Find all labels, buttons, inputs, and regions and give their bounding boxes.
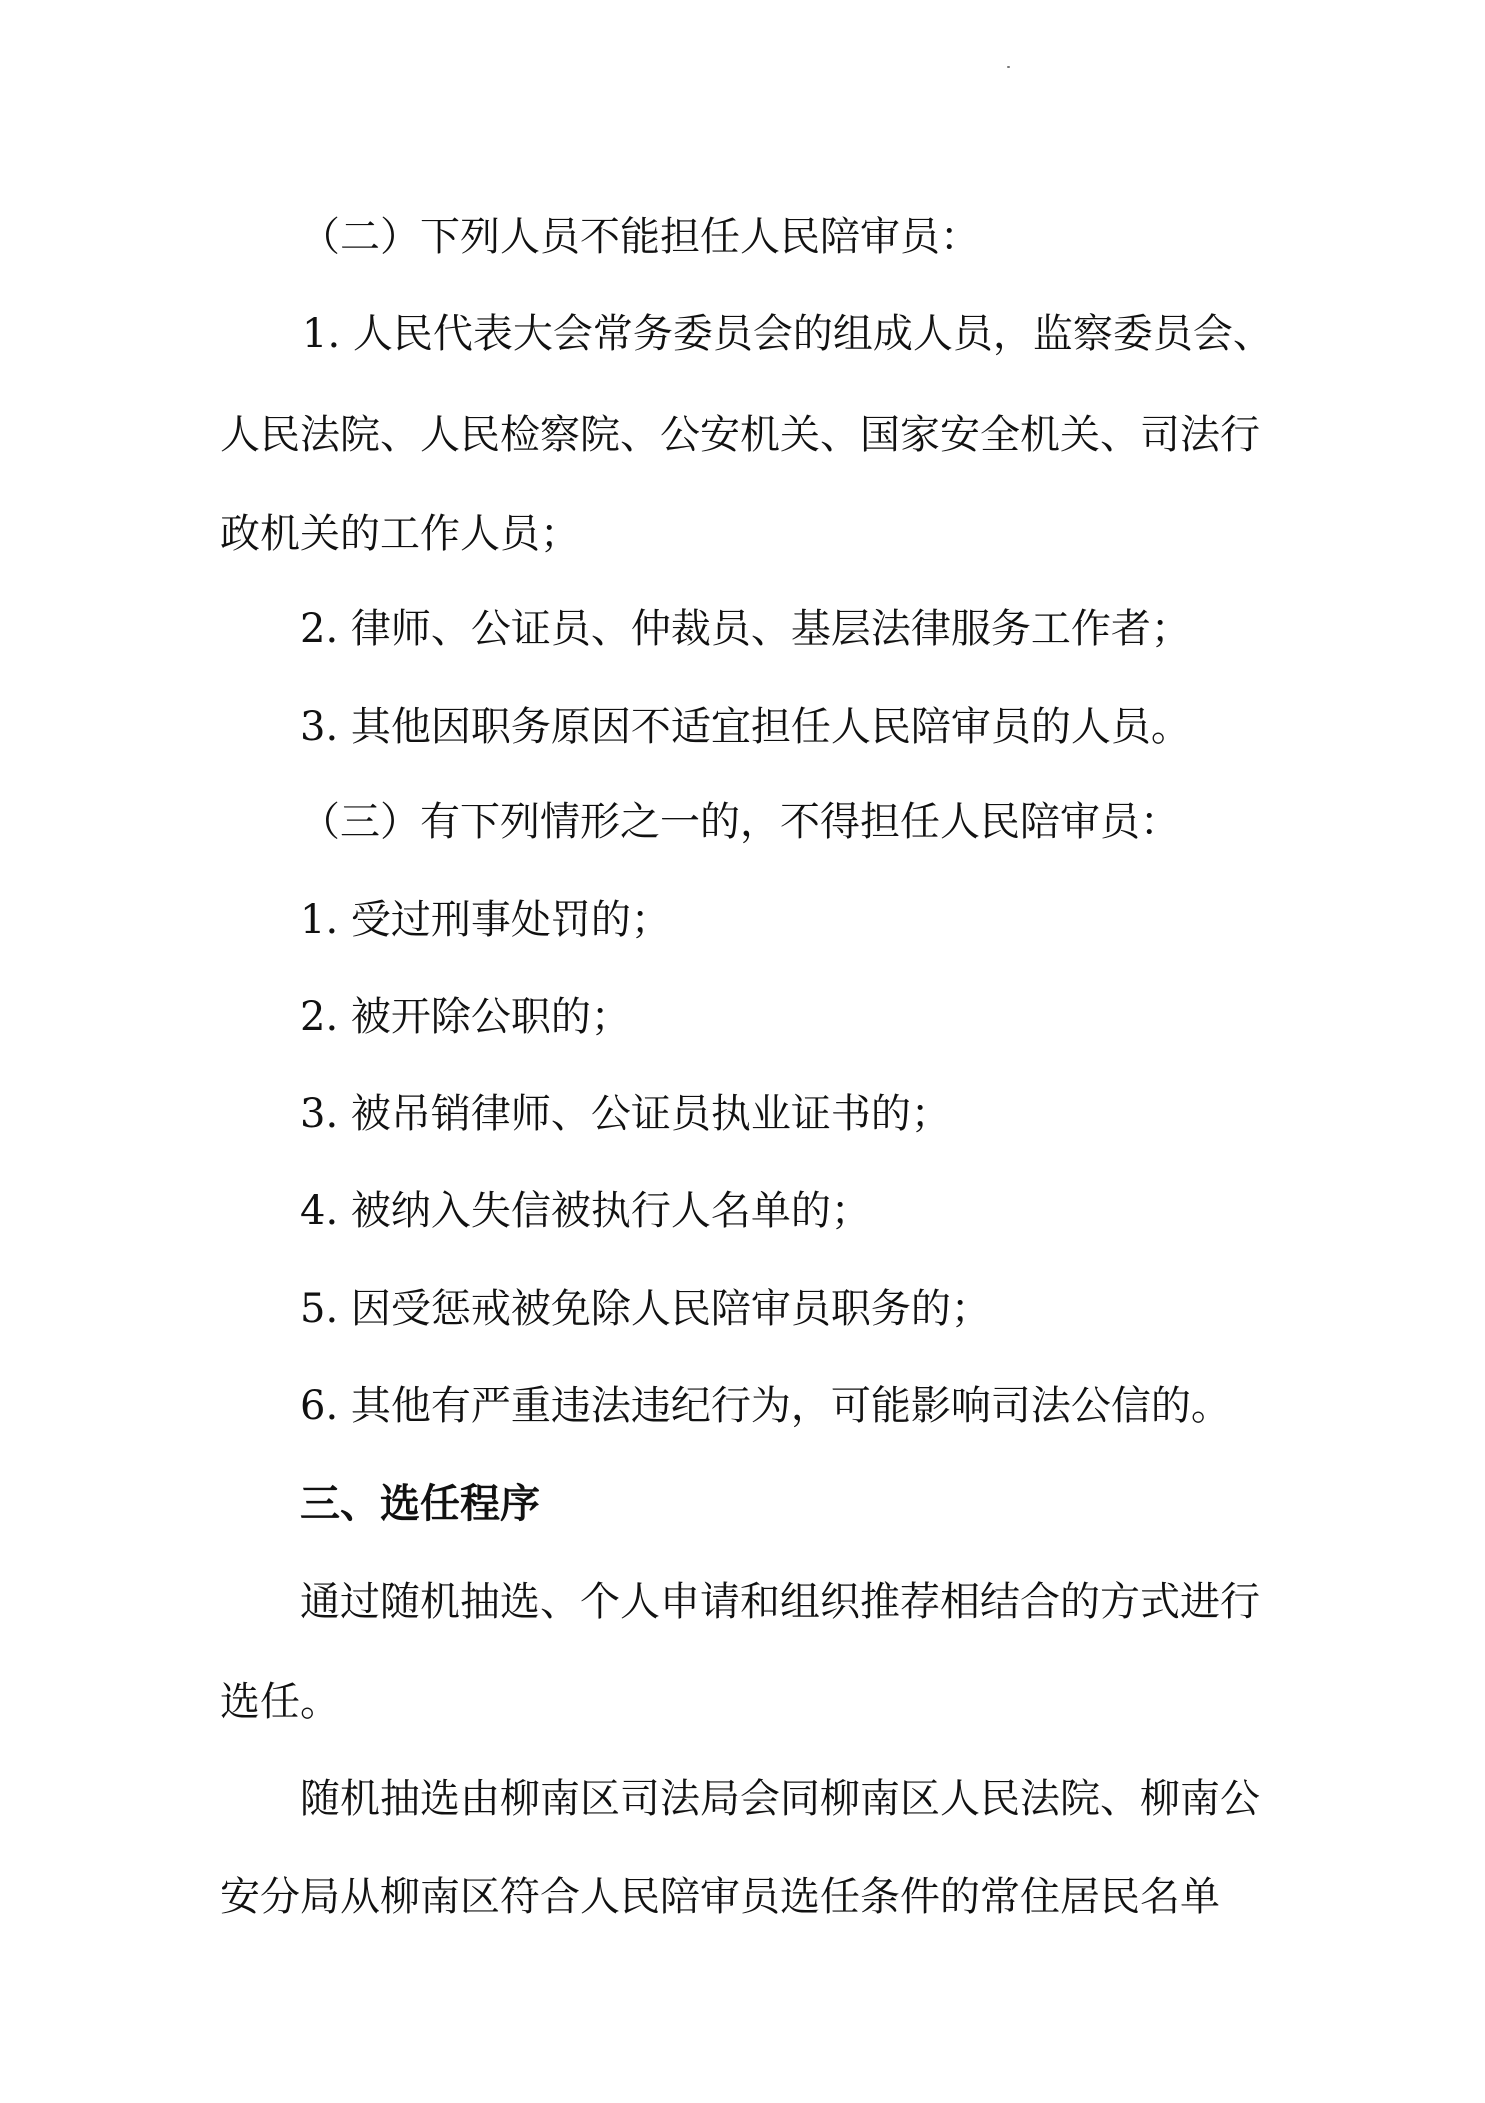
section-3-heading: 三、选任程序 xyxy=(300,1480,540,1527)
clause-3-heading: （三）有下列情形之一的，不得担任人民陪审员： xyxy=(300,799,1180,845)
clause-2-item-1-line-3: 政机关的工作人员； xyxy=(220,511,580,557)
procedure-paragraph-2-line-2: 安分局从柳南区符合人民陪审员选任条件的常住居民名单 xyxy=(220,1874,1220,1920)
procedure-paragraph-2-line-1: 随机抽选由柳南区司法局会同柳南区人民法院、柳南公 xyxy=(300,1776,1260,1822)
clause-2-item-3: 3. 其他因职务原因不适宜担任人民陪审员的人员。 xyxy=(300,704,1191,750)
clause-3-item-5: 5. 因受惩戒被免除人民陪审员职务的； xyxy=(300,1286,991,1332)
clause-3-item-1: 1. 受过刑事处罚的； xyxy=(300,897,671,943)
clause-3-item-6: 6. 其他有严重违法违纪行为，可能影响司法公信的。 xyxy=(300,1383,1231,1429)
scan-speck xyxy=(1007,66,1010,68)
clause-3-item-2: 2. 被开除公职的； xyxy=(300,994,631,1040)
clause-3-item-3: 3. 被吊销律师、公证员执业证书的； xyxy=(300,1091,951,1137)
clause-2-item-1-line-1: 1. 人民代表大会常务委员会的组成人员，监察委员会、 xyxy=(302,311,1273,357)
clause-2-item-1-line-2: 人民法院、人民检察院、公安机关、国家安全机关、司法行 xyxy=(220,412,1260,458)
clause-2-heading: （二）下列人员不能担任人民陪审员： xyxy=(300,214,980,260)
clause-2-item-2: 2. 律师、公证员、仲裁员、基层法律服务工作者； xyxy=(300,606,1191,652)
procedure-paragraph-1-line-2: 选任。 xyxy=(220,1679,340,1725)
clause-3-item-4: 4. 被纳入失信被执行人名单的； xyxy=(300,1188,871,1234)
procedure-paragraph-1-line-1: 通过随机抽选、个人申请和组织推荐相结合的方式进行 xyxy=(300,1579,1260,1625)
